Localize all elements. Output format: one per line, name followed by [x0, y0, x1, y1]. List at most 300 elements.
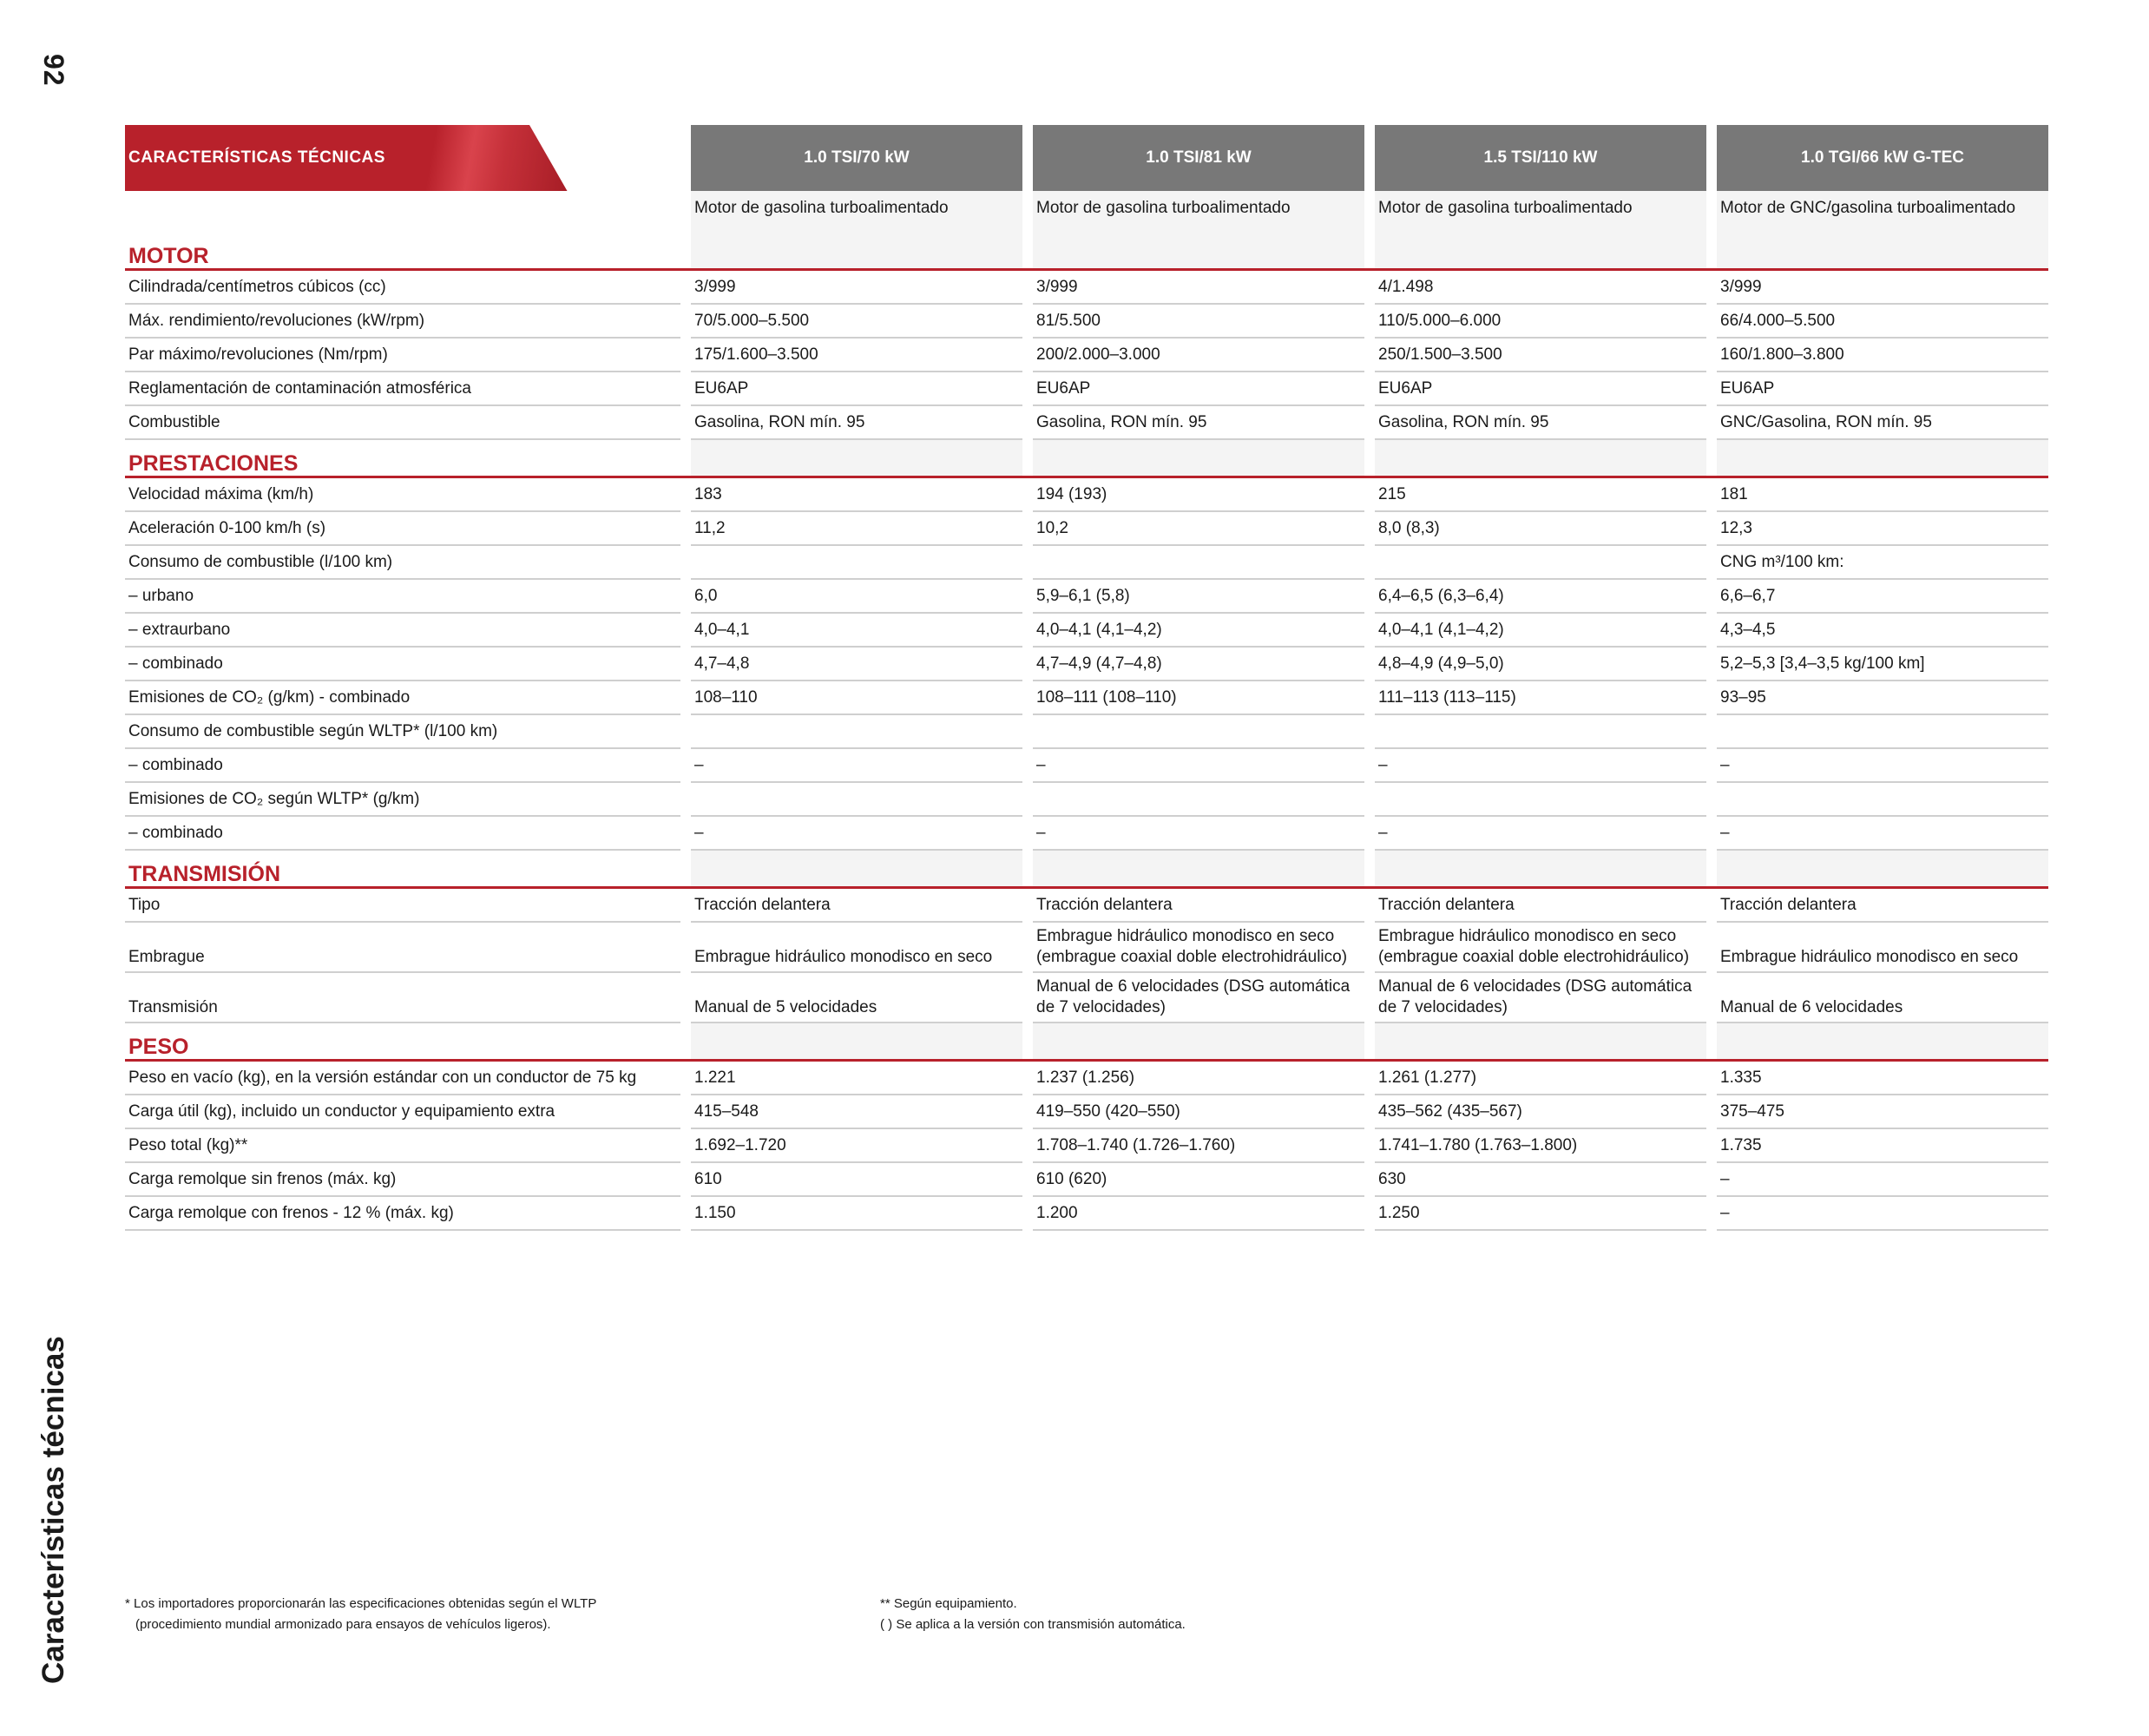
spec-value: 93–95 [1717, 681, 2048, 715]
spec-value: 1.692–1.720 [691, 1129, 1022, 1163]
spec-row [125, 1197, 2048, 1231]
column-gap [680, 406, 691, 440]
column-gap [1364, 648, 1375, 681]
spec-value: 1.221 [691, 1062, 1022, 1095]
spec-row [125, 889, 2048, 923]
spec-row [125, 1163, 2048, 1197]
column-gap [680, 512, 691, 546]
spec-row [125, 973, 2048, 1023]
column-gap [1364, 271, 1375, 305]
spec-value [1375, 715, 1706, 749]
engine-description: Motor de gasolina turboalimentado [1033, 191, 1364, 233]
spec-value: 1.335 [1717, 1062, 2048, 1095]
page-number: 92 [38, 54, 69, 87]
column-gap [1022, 817, 1033, 851]
spec-value: Embrague hidráulico monodisco en seco (embrague coaxial doble electrohidráulico) [1033, 923, 1364, 973]
section-header-row [125, 851, 2048, 889]
column-gap [1706, 191, 1717, 233]
spec-value: Manual de 6 velocidades (DSG automática de 7 velocidades) [1033, 973, 1364, 1023]
spec-label: Aceleración 0-100 km/h (s) [125, 512, 680, 546]
column-gap [680, 440, 691, 478]
spec-value: – [691, 817, 1022, 851]
spec-value: 183 [691, 478, 1022, 512]
column-gap [1364, 923, 1375, 973]
spec-value: Gasolina, RON mín. 95 [1033, 406, 1364, 440]
spec-label: Carga remolque con frenos - 12 % (máx. kg) [125, 1197, 680, 1231]
spec-row [125, 305, 2048, 339]
spec-value: 5,2–5,3 [3,4–3,5 kg/100 km] [1717, 648, 2048, 681]
column-gap [1706, 512, 1717, 546]
column-gap [1364, 715, 1375, 749]
engine-description: Motor de gasolina turboalimentado [1375, 191, 1706, 233]
column-gap [1022, 1129, 1033, 1163]
spec-label: Emisiones de CO₂ (g/km) - combinado [125, 681, 680, 715]
column-gap [680, 1062, 691, 1095]
footnote-wltp-line1: * Los importadores proporcionarán las especificaciones obtenidas según el WLTP [125, 1596, 597, 1611]
spec-value: 200/2.000–3.000 [1033, 339, 1364, 372]
spec-label: Peso en vacío (kg), en la versión estándar con un conductor de 75 kg [125, 1062, 680, 1095]
spec-label: Carga útil (kg), incluido un conductor y equipamiento extra [125, 1095, 680, 1129]
engine-description-row [125, 191, 2048, 233]
spec-value: 181 [1717, 478, 2048, 512]
spec-value: 4,7–4,9 (4,7–4,8) [1033, 648, 1364, 681]
spec-value: 4,0–4,1 [691, 614, 1022, 648]
spec-value: Embrague hidráulico monodisco en seco [691, 923, 1022, 973]
spec-value: CNG m³/100 km: [1717, 546, 2048, 580]
spec-value: Tracción delantera [691, 889, 1022, 923]
spec-value: 111–113 (113–115) [1375, 681, 1706, 715]
column-gap [1364, 372, 1375, 406]
section-value-placeholder [1375, 851, 1706, 889]
spec-label: Reglamentación de contaminación atmosférica [125, 372, 680, 406]
spec-value: 194 (193) [1033, 478, 1364, 512]
spec-value: 1.741–1.780 (1.763–1.800) [1375, 1129, 1706, 1163]
spec-value: 1.261 (1.277) [1375, 1062, 1706, 1095]
engine-description: Motor de GNC/gasolina turboalimentado [1717, 191, 2048, 233]
column-gap [680, 271, 691, 305]
section-title: PRESTACIONES [125, 440, 680, 478]
spec-value: 1.237 (1.256) [1033, 1062, 1364, 1095]
section-header-row [125, 1023, 2048, 1062]
spec-value: Tracción delantera [1033, 889, 1364, 923]
spec-value: 6,0 [691, 580, 1022, 614]
column-gap [680, 851, 691, 889]
spec-value: – [1033, 817, 1364, 851]
spec-value: 175/1.600–3.500 [691, 339, 1022, 372]
column-gap [1364, 125, 1375, 191]
column-gap [680, 783, 691, 817]
description-label-empty [125, 191, 680, 233]
spec-row [125, 1095, 2048, 1129]
section-value-placeholder [1033, 233, 1364, 271]
column-gap [1022, 1197, 1033, 1231]
side-section-title: Características técnicas [36, 1336, 70, 1684]
column-gap [680, 648, 691, 681]
spec-value: 110/5.000–6.000 [1375, 305, 1706, 339]
column-gap [1706, 681, 1717, 715]
spec-value [691, 715, 1022, 749]
section-title: TRANSMISIÓN [125, 851, 680, 889]
spec-value: 4,3–4,5 [1717, 614, 2048, 648]
spec-value: 610 [691, 1163, 1022, 1197]
spec-value: 6,6–6,7 [1717, 580, 2048, 614]
spec-row [125, 817, 2048, 851]
spec-value: – [1717, 817, 2048, 851]
spec-value: 435–562 (435–567) [1375, 1095, 1706, 1129]
section-value-placeholder [1717, 851, 2048, 889]
column-gap [1706, 305, 1717, 339]
spec-label: Par máximo/revoluciones (Nm/rpm) [125, 339, 680, 372]
column-gap [1364, 339, 1375, 372]
column-gap [1364, 1095, 1375, 1129]
column-gap [1706, 440, 1717, 478]
column-gap [1364, 546, 1375, 580]
column-gap [1706, 580, 1717, 614]
spec-value: 610 (620) [1033, 1163, 1364, 1197]
section-value-placeholder [691, 233, 1022, 271]
spec-label: Cilindrada/centímetros cúbicos (cc) [125, 271, 680, 305]
spec-label: – combinado [125, 749, 680, 783]
table-header-row [125, 125, 2048, 191]
column-gap [1706, 271, 1717, 305]
spec-value: GNC/Gasolina, RON mín. 95 [1717, 406, 2048, 440]
spec-value: 6,4–6,5 (6,3–6,4) [1375, 580, 1706, 614]
spec-value: Embrague hidráulico monodisco en seco [1717, 923, 2048, 973]
column-gap [680, 715, 691, 749]
column-gap [1364, 851, 1375, 889]
engine-column-header: 1.0 TSI/81 kW [1033, 125, 1364, 191]
spec-value: 5,9–6,1 (5,8) [1033, 580, 1364, 614]
spec-value: Manual de 6 velocidades [1717, 973, 2048, 1023]
spec-label: Carga remolque sin frenos (máx. kg) [125, 1163, 680, 1197]
spec-value: 4,0–4,1 (4,1–4,2) [1033, 614, 1364, 648]
table-title: CARACTERÍSTICAS TÉCNICAS [128, 148, 385, 167]
section-value-placeholder [1375, 233, 1706, 271]
column-gap [1364, 1163, 1375, 1197]
column-gap [1706, 614, 1717, 648]
column-gap [1364, 305, 1375, 339]
column-gap [680, 372, 691, 406]
column-gap [1364, 1023, 1375, 1062]
column-gap [1022, 851, 1033, 889]
spec-value: – [691, 749, 1022, 783]
column-gap [1706, 1023, 1717, 1062]
spec-value: 3/999 [1717, 271, 2048, 305]
column-gap [1022, 648, 1033, 681]
spec-value: 4,0–4,1 (4,1–4,2) [1375, 614, 1706, 648]
spec-value: EU6AP [1033, 372, 1364, 406]
spec-value [1033, 783, 1364, 817]
footnote-wltp-line2: (procedimiento mundial armonizado para ensayos de vehículos ligeros). [135, 1617, 551, 1632]
spec-row [125, 580, 2048, 614]
spec-row [125, 749, 2048, 783]
section-value-placeholder [1033, 851, 1364, 889]
spec-value: Embrague hidráulico monodisco en seco (embrague coaxial doble electrohidráulico) [1375, 923, 1706, 973]
spec-value: Manual de 6 velocidades (DSG automática de 7 velocidades) [1375, 973, 1706, 1023]
column-gap [680, 889, 691, 923]
column-gap [680, 125, 691, 191]
spec-label: Velocidad máxima (km/h) [125, 478, 680, 512]
spec-label: Consumo de combustible (l/100 km) [125, 546, 680, 580]
column-gap [1706, 478, 1717, 512]
spec-value: 419–550 (420–550) [1033, 1095, 1364, 1129]
engine-description: Motor de gasolina turboalimentado [691, 191, 1022, 233]
column-gap [680, 305, 691, 339]
spec-value: 4/1.498 [1375, 271, 1706, 305]
column-gap [1706, 1197, 1717, 1231]
column-gap [1022, 406, 1033, 440]
column-gap [1022, 973, 1033, 1023]
column-gap [680, 1095, 691, 1129]
column-gap [1022, 546, 1033, 580]
section-value-placeholder [691, 851, 1022, 889]
column-gap [1022, 889, 1033, 923]
spec-value: 4,7–4,8 [691, 648, 1022, 681]
spec-value: 4,8–4,9 (4,9–5,0) [1375, 648, 1706, 681]
column-gap [1706, 783, 1717, 817]
spec-label: – extraurbano [125, 614, 680, 648]
spec-row [125, 478, 2048, 512]
spec-row [125, 1129, 2048, 1163]
column-gap [1706, 889, 1717, 923]
spec-value: – [1717, 1163, 2048, 1197]
spec-value: 250/1.500–3.500 [1375, 339, 1706, 372]
spec-value: 81/5.500 [1033, 305, 1364, 339]
footnote-left [125, 1594, 596, 1635]
spec-value: 3/999 [1033, 271, 1364, 305]
column-gap [680, 1129, 691, 1163]
column-gap [680, 1163, 691, 1197]
engine-column-header: 1.5 TSI/110 kW [1375, 125, 1706, 191]
column-gap [1022, 681, 1033, 715]
column-gap [1706, 1129, 1717, 1163]
spec-row [125, 923, 2048, 973]
spec-row [125, 372, 2048, 406]
spec-label: Combustible [125, 406, 680, 440]
column-gap [1022, 1062, 1033, 1095]
column-gap [1706, 648, 1717, 681]
column-gap [1022, 1023, 1033, 1062]
column-gap [680, 339, 691, 372]
column-gap [1706, 923, 1717, 973]
column-gap [1364, 1129, 1375, 1163]
spec-label: – urbano [125, 580, 680, 614]
spec-value: 630 [1375, 1163, 1706, 1197]
column-gap [1364, 749, 1375, 783]
spec-row [125, 546, 2048, 580]
spec-row [125, 271, 2048, 305]
column-gap [1364, 614, 1375, 648]
engine-column-header: 1.0 TSI/70 kW [691, 125, 1022, 191]
spec-value: 1.200 [1033, 1197, 1364, 1231]
column-gap [680, 973, 691, 1023]
column-gap [1022, 125, 1033, 191]
column-gap [1364, 406, 1375, 440]
spec-value: 108–110 [691, 681, 1022, 715]
spec-value: Manual de 5 velocidades [691, 973, 1022, 1023]
column-gap [1022, 512, 1033, 546]
column-gap [680, 817, 691, 851]
section-value-placeholder [1717, 1023, 2048, 1062]
spec-label: Peso total (kg)** [125, 1129, 680, 1163]
spec-value [1717, 783, 2048, 817]
column-gap [1706, 372, 1717, 406]
spec-value: 8,0 (8,3) [1375, 512, 1706, 546]
spec-row [125, 715, 2048, 749]
spec-value: – [1375, 817, 1706, 851]
spec-value: EU6AP [1717, 372, 2048, 406]
column-gap [1022, 372, 1033, 406]
column-gap [1706, 817, 1717, 851]
column-gap [680, 478, 691, 512]
spec-row [125, 406, 2048, 440]
spec-row [125, 339, 2048, 372]
column-gap [1364, 1062, 1375, 1095]
column-gap [1022, 271, 1033, 305]
spec-value: – [1717, 1197, 2048, 1231]
spec-table [125, 125, 2048, 1231]
spec-label: Emisiones de CO₂ según WLTP* (g/km) [125, 783, 680, 817]
column-gap [1022, 1163, 1033, 1197]
spec-value: – [1033, 749, 1364, 783]
spec-value: 11,2 [691, 512, 1022, 546]
column-gap [1364, 681, 1375, 715]
spec-value [1375, 783, 1706, 817]
spec-value: 108–111 (108–110) [1033, 681, 1364, 715]
spec-label: – combinado [125, 648, 680, 681]
spec-value: 215 [1375, 478, 1706, 512]
column-gap [1364, 580, 1375, 614]
spec-value: Gasolina, RON mín. 95 [1375, 406, 1706, 440]
spec-value: Tracción delantera [1717, 889, 2048, 923]
column-gap [1364, 233, 1375, 271]
section-value-placeholder [1033, 440, 1364, 478]
spec-label: Tipo [125, 889, 680, 923]
spec-value [1375, 546, 1706, 580]
spec-value: 1.735 [1717, 1129, 2048, 1163]
section-value-placeholder [691, 440, 1022, 478]
column-gap [1706, 851, 1717, 889]
spec-value [1033, 546, 1364, 580]
column-gap [1022, 923, 1033, 973]
spec-value: Gasolina, RON mín. 95 [691, 406, 1022, 440]
column-gap [1364, 440, 1375, 478]
footnote-right [880, 1594, 1186, 1635]
column-gap [1364, 512, 1375, 546]
column-gap [1706, 749, 1717, 783]
section-header-row [125, 233, 2048, 271]
column-gap [1022, 749, 1033, 783]
column-gap [1706, 1163, 1717, 1197]
spec-value: 1.150 [691, 1197, 1022, 1231]
column-gap [1706, 1062, 1717, 1095]
column-gap [680, 1023, 691, 1062]
column-gap [1022, 191, 1033, 233]
column-gap [680, 681, 691, 715]
column-gap [680, 546, 691, 580]
spec-row [125, 648, 2048, 681]
section-title: MOTOR [125, 233, 680, 271]
spec-table-body [125, 125, 2048, 1231]
footnote-automatic: ( ) Se aplica a la versión con transmisión automática. [880, 1617, 1186, 1632]
spec-label: Transmisión [125, 973, 680, 1023]
spec-value: EU6AP [691, 372, 1022, 406]
spec-label: Consumo de combustible según WLTP* (l/100 km) [125, 715, 680, 749]
section-title: PESO [125, 1023, 680, 1062]
column-gap [1022, 478, 1033, 512]
spec-value: 66/4.000–5.500 [1717, 305, 2048, 339]
section-value-placeholder [1717, 233, 2048, 271]
column-gap [1706, 339, 1717, 372]
spec-value: 1.708–1.740 (1.726–1.760) [1033, 1129, 1364, 1163]
spec-value: 12,3 [1717, 512, 2048, 546]
spec-label: Máx. rendimiento/revoluciones (kW/rpm) [125, 305, 680, 339]
section-value-placeholder [1375, 440, 1706, 478]
column-gap [1022, 339, 1033, 372]
column-gap [1706, 546, 1717, 580]
footnote-equipment: ** Según equipamiento. [880, 1596, 1017, 1611]
spec-value: 10,2 [1033, 512, 1364, 546]
column-gap [1364, 1197, 1375, 1231]
spec-value: 3/999 [691, 271, 1022, 305]
column-gap [680, 749, 691, 783]
spec-value: 375–475 [1717, 1095, 2048, 1129]
spec-value: – [1717, 749, 2048, 783]
section-value-placeholder [1033, 1023, 1364, 1062]
column-gap [1022, 1095, 1033, 1129]
column-gap [1022, 614, 1033, 648]
column-gap [680, 233, 691, 271]
column-gap [1364, 191, 1375, 233]
column-gap [1364, 973, 1375, 1023]
spec-row [125, 512, 2048, 546]
column-gap [1022, 783, 1033, 817]
column-gap [1022, 580, 1033, 614]
spec-value: EU6AP [1375, 372, 1706, 406]
spec-value: Tracción delantera [1375, 889, 1706, 923]
spec-row [125, 614, 2048, 648]
column-gap [680, 923, 691, 973]
table-title-cell [125, 125, 680, 191]
column-gap [680, 191, 691, 233]
spec-value: 70/5.000–5.500 [691, 305, 1022, 339]
section-value-placeholder [1375, 1023, 1706, 1062]
column-gap [1364, 783, 1375, 817]
spec-row [125, 1062, 2048, 1095]
spec-value [691, 546, 1022, 580]
spec-row [125, 681, 2048, 715]
column-gap [1022, 440, 1033, 478]
column-gap [1706, 406, 1717, 440]
spec-row [125, 783, 2048, 817]
spec-label: Embrague [125, 923, 680, 973]
column-gap [680, 580, 691, 614]
spec-label: – combinado [125, 817, 680, 851]
engine-column-header: 1.0 TGI/66 kW G-TEC [1717, 125, 2048, 191]
column-gap [1022, 233, 1033, 271]
column-gap [680, 614, 691, 648]
column-gap [1022, 305, 1033, 339]
column-gap [680, 1197, 691, 1231]
column-gap [1706, 715, 1717, 749]
column-gap [1022, 715, 1033, 749]
spec-value [1033, 715, 1364, 749]
spec-value [1717, 715, 2048, 749]
spec-value [691, 783, 1022, 817]
column-gap [1364, 889, 1375, 923]
section-value-placeholder [1717, 440, 2048, 478]
spec-value: – [1375, 749, 1706, 783]
